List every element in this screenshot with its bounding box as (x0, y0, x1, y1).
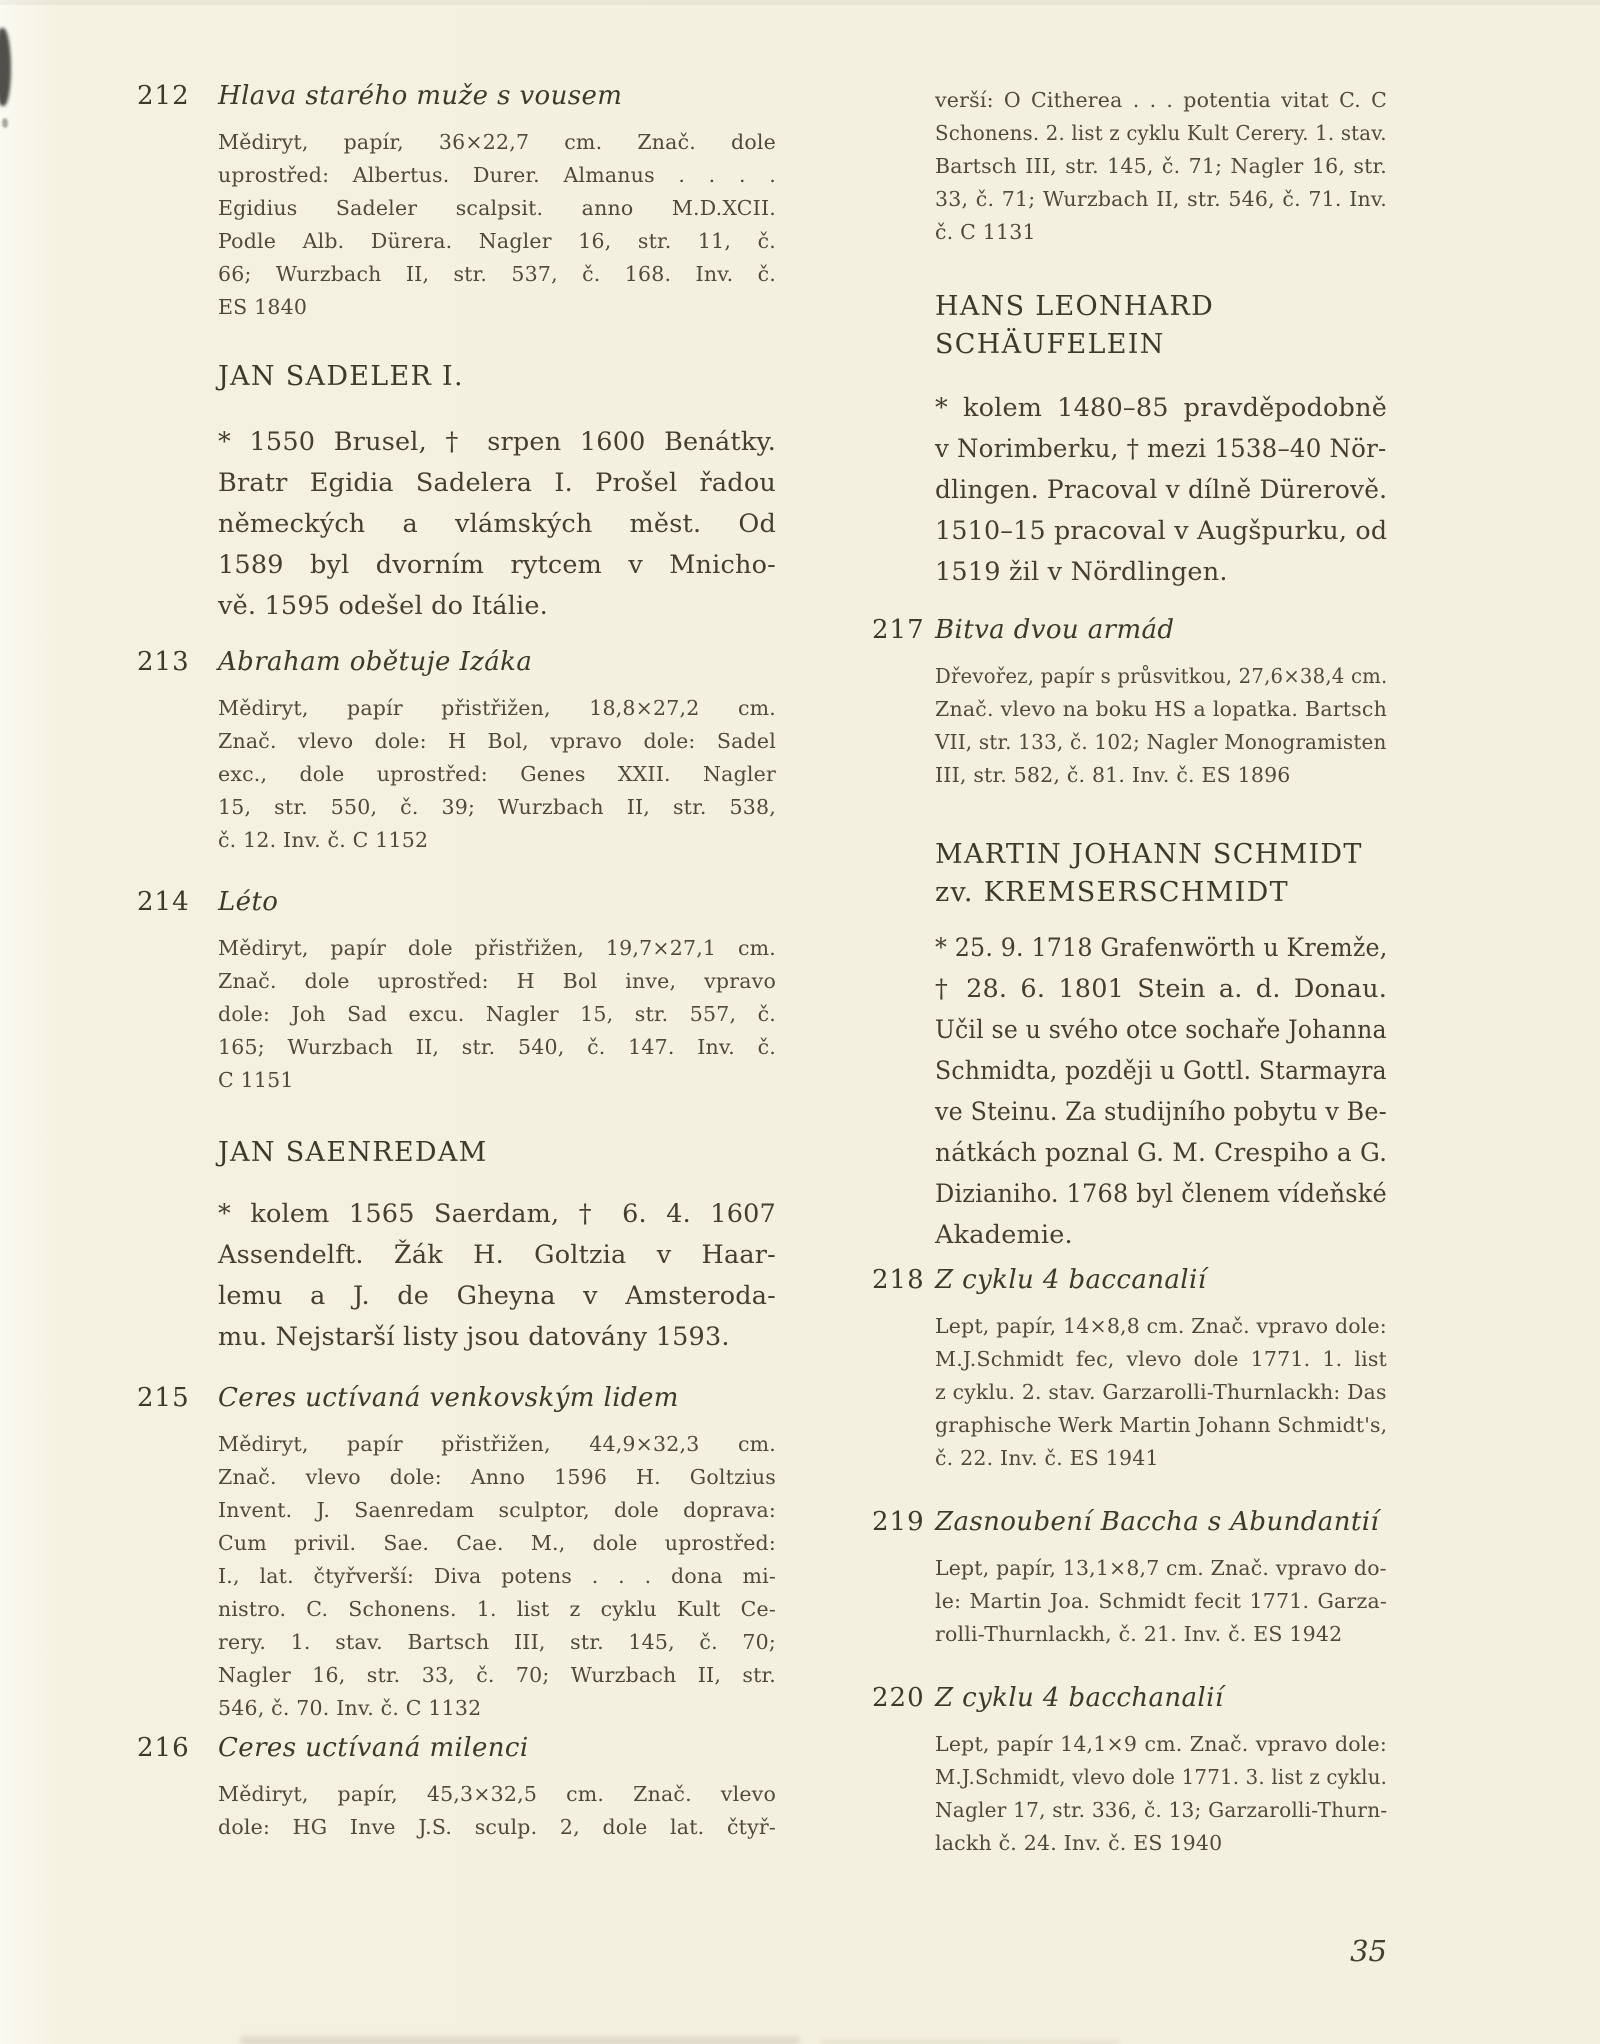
entry-description (218, 1778, 776, 1844)
text-line: * 25. 9. 1718 Grafenwörth u Kremže, (935, 933, 1388, 963)
text-line: III, str. 582, č. 81. Inv. č. ES 1896 (935, 763, 1291, 787)
entry-description (935, 1552, 1387, 1651)
entry-title: Hlava starého muže s vousem (218, 81, 623, 111)
text-line: 165; Wurzbach II, str. 540, č. 147. Inv. č. (218, 1035, 776, 1059)
entry-description (218, 1428, 776, 1725)
entry-title-row (137, 78, 776, 114)
text-line: 1589 byl dvorním rytcem v Mnicho- (218, 550, 776, 580)
text-line: M.J.Schmidt, vlevo dole 1771. 3. list z cyklu. (935, 1765, 1388, 1789)
artist-bio (935, 928, 1387, 1256)
text-line: SCHÄUFELEIN (935, 329, 1165, 360)
text-line: VII, str. 133, č. 102; Nagler Monogramisten (935, 730, 1387, 754)
text-line: lemu a J. de Gheyna v Amsteroda- (218, 1281, 776, 1311)
text-line: MARTIN JOHANN SCHMIDT (935, 839, 1363, 870)
entry-title-row (872, 1504, 1387, 1540)
text-line: lackh č. 24. Inv. č. ES 1940 (935, 1831, 1223, 1855)
text-line: 1510–15 pracoval v Augšpurku, od (935, 516, 1388, 546)
entry-title-row (137, 884, 776, 920)
artist-heading (935, 836, 1387, 912)
text-line: rolli-Thurnlackh, č. 21. Inv. č. ES 1942 (935, 1622, 1343, 1646)
entry-title: Z cyklu 4 baccanalií (935, 1265, 1207, 1295)
entry-title-row (137, 1380, 776, 1416)
text-line: † 28. 6. 1801 Stein a. d. Donau. (935, 974, 1387, 1004)
text-line: 546, č. 70. Inv. č. C 1132 (218, 1696, 482, 1720)
page-number: 35 (1350, 1934, 1387, 1968)
text-line: C 1151 (218, 1068, 294, 1092)
artist-bio (218, 1194, 776, 1358)
text-line: * 1550 Brusel, † srpen 1600 Benátky. (218, 427, 776, 457)
entry-title-row (872, 612, 1387, 648)
text-line: Schmidta, později u Gottl. Starmayra (935, 1056, 1387, 1086)
entry-title: Zasnoubení Baccha s Abundantií (935, 1507, 1380, 1537)
text-line: verší: O Citherea . . . potentia vitat C. C (935, 88, 1387, 112)
text-line: mu. Nejstarší listy jsou datovány 1593. (218, 1322, 730, 1352)
catalog-entry (872, 1262, 1388, 1475)
scan-artifact-edge-blob (0, 28, 11, 106)
entry-number: 216 (137, 1733, 190, 1763)
text-line: Egidius Sadeler scalpsit. anno M.D.XCII. (218, 196, 776, 220)
artist-bio (218, 422, 776, 627)
artist-bio (935, 388, 1387, 593)
text-line: Lept, papír, 14×8,8 cm. Znač. vpravo dole: (935, 1314, 1387, 1338)
entry-title: Ceres uctívaná venkovským lidem (218, 1383, 679, 1413)
text-line: Cum privil. Sae. Cae. M., dole uprostřed: (218, 1531, 776, 1555)
text-line: č. 12. Inv. č. C 1152 (218, 828, 429, 852)
catalog-entry (872, 1680, 1388, 1860)
text-line: Mědiryt, papír přistřižen, 18,8×27,2 cm. (218, 696, 776, 720)
text-line: vě. 1595 odešel do Itálie. (218, 591, 548, 621)
scan-artifact-speck (2, 118, 8, 128)
catalog-entry (137, 884, 776, 1097)
text-line: Akademie. (935, 1220, 1073, 1250)
entry-number: 217 (872, 615, 925, 645)
text-line: 15, str. 550, č. 39; Wurzbach II, str. 538, (218, 795, 776, 819)
text-line: Mědiryt, papír přistřižen, 44,9×32,3 cm. (218, 1432, 776, 1456)
text-line: Znač. vlevo na boku HS a lopatka. Bartsch (935, 697, 1387, 721)
entry-number: 218 (872, 1265, 925, 1295)
text-line: * kolem 1565 Saerdam, † 6. 4. 1607 (218, 1199, 776, 1229)
text-line: JAN SADELER I. (218, 361, 464, 392)
artist-heading (218, 358, 776, 396)
entry-description (935, 1310, 1387, 1475)
text-line: I., lat. čtyřverší: Diva potens . . . dona mi- (218, 1564, 776, 1588)
text-line: dlingen. Pracoval v dílně Dürerově. (935, 475, 1388, 505)
catalog-entry (137, 1380, 776, 1725)
text-line: rery. 1. stav. Bartsch III, str. 145, č. 70; (218, 1630, 776, 1654)
entry-description (935, 1728, 1387, 1860)
text-line: Bartsch III, str. 145, č. 71; Nagler 16, str. (935, 154, 1387, 178)
text-line: Schonens. 2. list z cyklu Kult Cerery. 1. stav. (935, 121, 1387, 145)
text-line: Lept, papír, 13,1×8,7 cm. Znač. vpravo do- (935, 1556, 1387, 1580)
text-line: * kolem 1480–85 pravděpodobně (935, 393, 1387, 423)
entry-description (218, 692, 776, 857)
text-line: č. 22. Inv. č. ES 1941 (935, 1446, 1159, 1470)
entry-title-row (137, 644, 776, 680)
text-line: dole: Joh Sad excu. Nagler 15, str. 557, č. (218, 1002, 776, 1026)
entry-title: Ceres uctívaná milenci (218, 1733, 529, 1763)
text-line: ve Steinu. Za studijního pobytu v Be- (935, 1097, 1387, 1127)
text-line: Lept, papír 14,1×9 cm. Znač. vpravo dole: (935, 1732, 1387, 1756)
text-line: Assendelft. Žák H. Goltzia v Haar- (218, 1240, 776, 1270)
artist-heading (218, 1134, 776, 1172)
text-line: JAN SAENREDAM (218, 1137, 488, 1168)
text-line: z cyklu. 2. stav. Garzarolli-Thurnlackh: Das (935, 1380, 1387, 1404)
text-line: v Norimberku, † mezi 1538–40 Nör- (935, 434, 1387, 464)
text-line: Nagler 17, str. 336, č. 13; Garzarolli-Thurn- (935, 1798, 1388, 1822)
entry-title-row (872, 1262, 1387, 1298)
text-line: Mědiryt, papír dole přistřižen, 19,7×27,1 cm. (218, 936, 776, 960)
text-line: Učil se u svého otce sochaře Johanna (935, 1015, 1387, 1045)
catalog-entry (872, 1504, 1387, 1651)
text-line: 1519 žil v Nördlingen. (935, 557, 1228, 587)
text-line: Znač. vlevo dole: H Bol, vpravo dole: Sadel (218, 729, 776, 753)
entry-number: 220 (872, 1683, 925, 1713)
text-line: le: Martin Joa. Schmidt fecit 1771. Garza- (935, 1589, 1387, 1613)
catalog-entry (137, 644, 776, 857)
entry-description (218, 932, 776, 1097)
text-line: uprostřed: Albertus. Durer. Almanus . . . . (218, 163, 776, 187)
entry-title: Bitva dvou armád (935, 615, 1175, 645)
entry-number: 219 (872, 1507, 925, 1537)
entry-title: Abraham obětuje Izáka (218, 647, 533, 677)
text-line: nátkách poznal G. M. Crespiho a G. (935, 1138, 1388, 1168)
text-line: M.J.Schmidt fec, vlevo dole 1771. 1. list (935, 1347, 1387, 1371)
text-line: Nagler 16, str. 33, č. 70; Wurzbach II, str. (218, 1663, 776, 1687)
text-line: zv. KREMSERSCHMIDT (935, 877, 1289, 908)
catalog-entry (137, 78, 776, 324)
entry-title-row (137, 1730, 776, 1766)
entry-number: 215 (137, 1383, 190, 1413)
text-line: Podle Alb. Dürera. Nagler 16, str. 11, č. (218, 229, 776, 253)
entry-number: 214 (137, 887, 190, 917)
scan-artifact-bottom-smudge-2 (820, 2040, 1120, 2044)
text-line: Mědiryt, papír, 45,3×32,5 cm. Znač. vlevo (218, 1782, 776, 1806)
text-line: 66; Wurzbach II, str. 537, č. 168. Inv. č. (218, 262, 776, 286)
text-line: dole: HG Inve J.S. sculp. 2, dole lat. čtyř- (218, 1815, 776, 1839)
text-line: Dizianiho. 1768 byl členem vídeňské (935, 1179, 1387, 1209)
text-line: exc., dole uprostřed: Genes XXII. Nagler (218, 762, 776, 786)
text-line: HANS LEONHARD (935, 291, 1215, 322)
text-line: č. C 1131 (935, 220, 1036, 244)
entry-title: Léto (218, 887, 279, 917)
entry-title: Z cyklu 4 bacchanalií (935, 1683, 1224, 1713)
entry-title-row (872, 1680, 1387, 1716)
text-line: ES 1840 (218, 295, 308, 319)
entry-number: 212 (137, 81, 190, 111)
text-line: německých a vlámských měst. Od (218, 509, 776, 539)
continuation-paragraph (935, 84, 1387, 249)
text-line: nistro. C. Schonens. 1. list z cyklu Kult Ce- (218, 1597, 776, 1621)
catalog-entry (872, 612, 1388, 792)
text-line: Znač. dole uprostřed: H Bol inve, vpravo (218, 969, 776, 993)
text-line: 33, č. 71; Wurzbach II, str. 546, č. 71. Inv. (935, 187, 1387, 211)
text-line: Mědiryt, papír, 36×22,7 cm. Znač. dole (218, 130, 776, 154)
entry-description (935, 660, 1387, 792)
text-line: graphische Werk Martin Johann Schmidt's, (935, 1413, 1388, 1437)
entry-description (218, 126, 776, 324)
catalog-entry (137, 1730, 776, 1844)
text-line: Bratr Egidia Sadelera I. Prošel řadou (218, 468, 776, 498)
scan-artifact-bottom-smudge (240, 2037, 800, 2044)
text-line: Invent. J. Saenredam sculptor, dole doprava: (218, 1498, 776, 1522)
text-line: Dřevořez, papír s průsvitkou, 27,6×38,4 cm. (935, 664, 1388, 688)
entry-number: 213 (137, 647, 190, 677)
text-line: Znač. vlevo dole: Anno 1596 H. Goltzius (218, 1465, 776, 1489)
artist-heading (935, 288, 1387, 364)
